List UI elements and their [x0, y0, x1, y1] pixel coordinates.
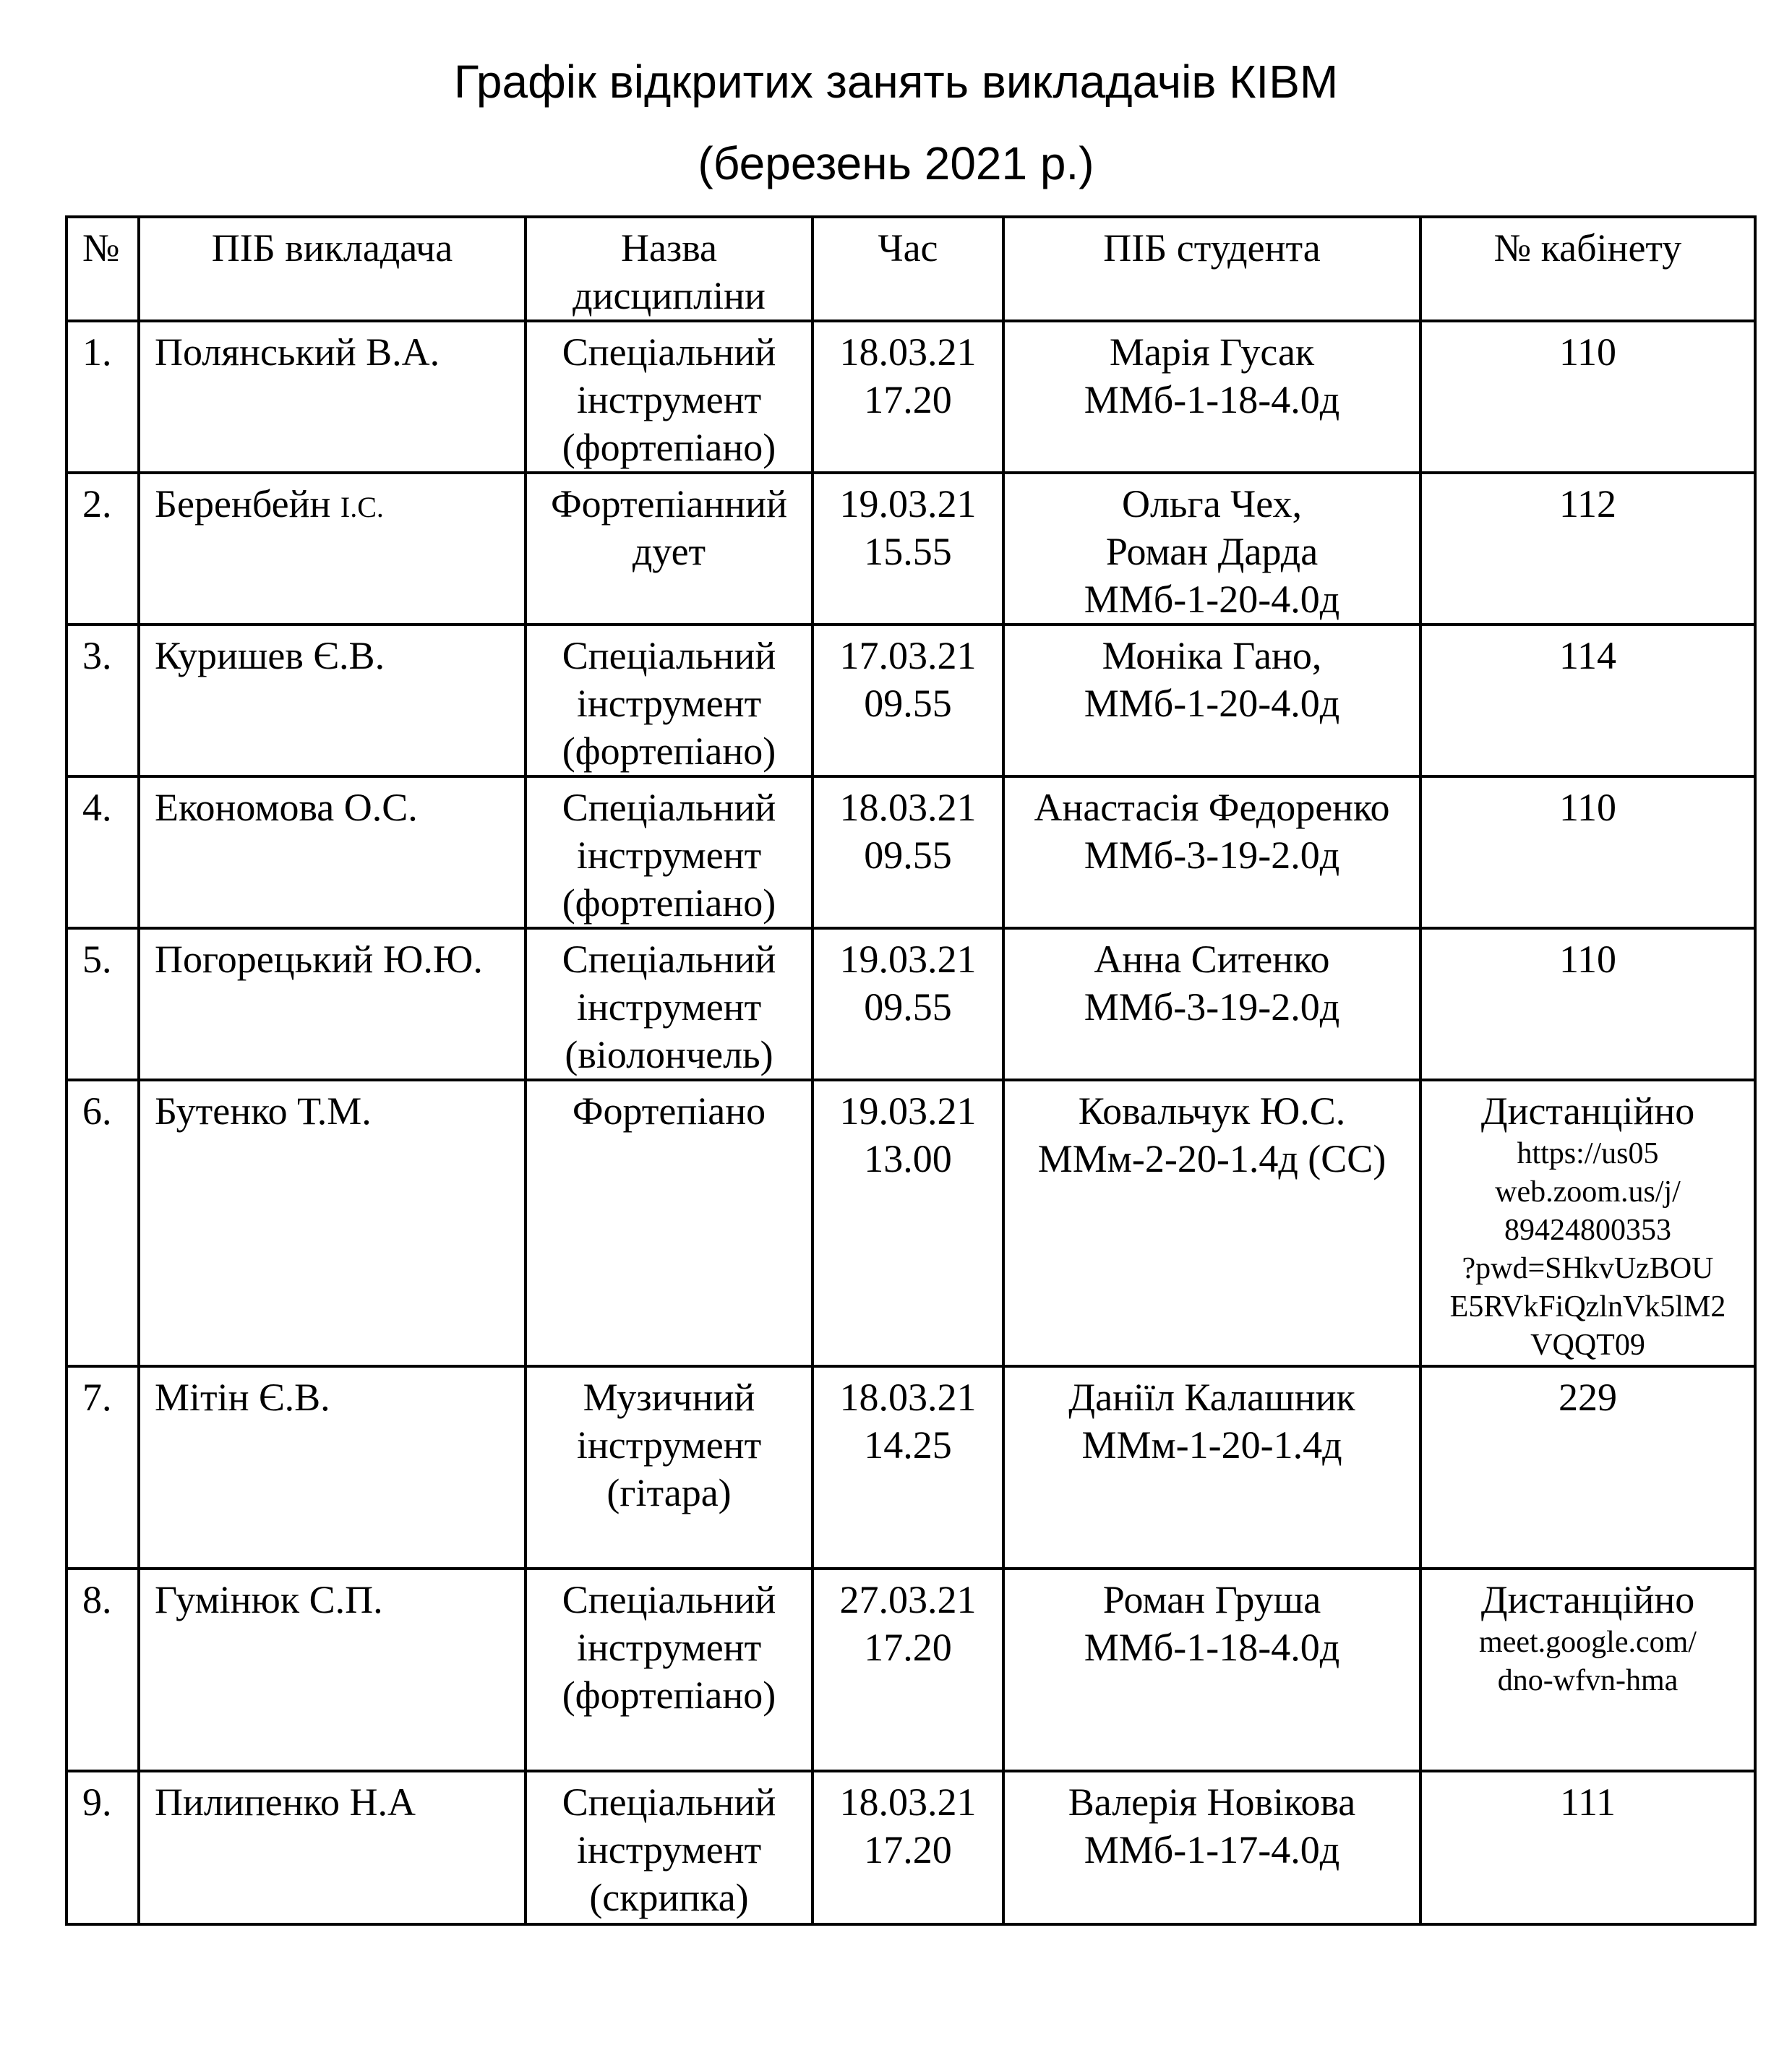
cell-student [1003, 473, 1420, 625]
discipline-line: Спеціальний [562, 330, 776, 374]
cell-time [813, 473, 1003, 625]
student-line: Роман Груша [1102, 1578, 1321, 1621]
time-line: 17.03.21 [839, 634, 977, 677]
student-line: ММб-1-18-4.0д [1084, 378, 1340, 421]
time-line: 18.03.21 [839, 786, 977, 829]
meeting-link[interactable]: 89424800353 [1504, 1214, 1671, 1247]
header-student: ПІБ студента [1003, 217, 1420, 321]
teacher-name: Пилипенко Н.А [155, 1780, 416, 1824]
cell-teacher [139, 928, 526, 1080]
cell-student [1003, 928, 1420, 1080]
cell-number: 5. [67, 928, 139, 1080]
table-row [67, 1080, 1755, 1366]
table-row [67, 473, 1755, 625]
student-line: ММб-3-19-2.0д [1084, 833, 1340, 877]
cell-room: 110 [1420, 321, 1755, 473]
cell-discipline [526, 473, 813, 625]
cell-room: 229 [1420, 1366, 1755, 1569]
student-line: ММб-3-19-2.0д [1084, 985, 1340, 1029]
discipline-line: Спеціальний [562, 938, 776, 981]
teacher-name: Економова О.С. [155, 786, 418, 829]
discipline-line: (фортепіано) [562, 1673, 776, 1717]
time-line: 18.03.21 [839, 1780, 977, 1824]
cell-room: 111 [1420, 1771, 1755, 1924]
time-line: 09.55 [864, 985, 952, 1029]
meeting-link[interactable]: web.zoom.us/j/ [1495, 1175, 1681, 1209]
table-header-row [67, 217, 1755, 321]
page-title: Графік відкритих занять викладачів КІВМ [453, 56, 1339, 108]
time-line: 19.03.21 [839, 482, 977, 526]
cell-student [1003, 1080, 1420, 1366]
student-line: Ольга Чех, [1121, 482, 1303, 526]
student-line: ММм-1-20-1.4д [1081, 1423, 1342, 1467]
discipline-line: (фортепіано) [562, 881, 776, 925]
cell-number: 6. [67, 1080, 139, 1366]
time-line: 13.00 [864, 1137, 952, 1180]
teacher-name: Гумінюк С.П. [155, 1578, 383, 1621]
teacher-name: Полянський В.А. [155, 330, 440, 374]
cell-teacher [139, 1569, 526, 1771]
time-line: 27.03.21 [839, 1578, 977, 1621]
time-line: 19.03.21 [839, 1089, 977, 1133]
teacher-name: Мітін Є.В. [155, 1376, 330, 1419]
cell-student [1003, 1771, 1420, 1924]
student-line: ММм-2-20-1.4д (СС) [1037, 1137, 1386, 1180]
discipline-line: (гітара) [606, 1471, 732, 1514]
cell-discipline [526, 928, 813, 1080]
table-row [67, 321, 1755, 473]
discipline-line: інструмент [576, 682, 762, 725]
cell-time [813, 1080, 1003, 1366]
discipline-line: Фортепіанний [551, 482, 787, 526]
meeting-link[interactable]: https://us05 [1517, 1137, 1659, 1170]
cell-teacher [139, 1771, 526, 1924]
cell-time [813, 625, 1003, 776]
student-line: ММб-1-18-4.0д [1084, 1626, 1340, 1669]
header-number: № [67, 217, 139, 321]
table-row [67, 625, 1755, 776]
cell-teacher [139, 776, 526, 928]
meeting-link[interactable]: dno-wfvn-hma [1497, 1664, 1679, 1697]
time-line: 19.03.21 [839, 938, 977, 981]
cell-discipline [526, 1366, 813, 1569]
time-line: 18.03.21 [839, 1376, 977, 1419]
discipline-line: (фортепіано) [562, 426, 776, 469]
cell-time [813, 928, 1003, 1080]
discipline-line: Фортепіано [572, 1089, 766, 1133]
time-line: 09.55 [864, 682, 952, 725]
cell-teacher [139, 473, 526, 625]
cell-room: 110 [1420, 928, 1755, 1080]
cell-room: 110 [1420, 776, 1755, 928]
discipline-line: (фортепіано) [562, 729, 776, 773]
student-line: ММб-1-20-4.0д [1084, 682, 1340, 725]
remote-label: Дистанційно [1480, 1578, 1695, 1621]
teacher-name: Беренбейн [155, 482, 331, 526]
discipline-line: (віолончель) [565, 1033, 773, 1076]
cell-time [813, 1366, 1003, 1569]
student-line: Анна Ситенко [1094, 938, 1330, 981]
cell-number: 7. [67, 1366, 139, 1569]
discipline-line: інструмент [576, 1423, 762, 1467]
cell-number: 3. [67, 625, 139, 776]
time-line: 14.25 [864, 1423, 952, 1467]
cell-discipline [526, 321, 813, 473]
table-row [67, 1569, 1755, 1771]
cell-number: 2. [67, 473, 139, 625]
time-line: 17.20 [864, 378, 952, 421]
student-line: Марія Гусак [1109, 330, 1315, 374]
discipline-line: Спеціальний [562, 1578, 776, 1621]
table-body [67, 321, 1755, 1924]
teacher-name: Погорецький Ю.Ю. [155, 938, 483, 981]
cell-teacher [139, 1080, 526, 1366]
table-row [67, 1366, 1755, 1569]
cell-room: 114 [1420, 625, 1755, 776]
cell-room [1420, 1569, 1755, 1771]
student-line: Анастасія Федоренко [1034, 786, 1390, 829]
cell-time [813, 1569, 1003, 1771]
time-line: 17.20 [864, 1626, 952, 1669]
discipline-line: дует [632, 530, 706, 573]
student-line: ММб-1-20-4.0д [1084, 578, 1340, 621]
cell-discipline [526, 1771, 813, 1924]
header-room: № кабінету [1420, 217, 1755, 321]
cell-student [1003, 321, 1420, 473]
cell-room: 112 [1420, 473, 1755, 625]
cell-discipline [526, 625, 813, 776]
cell-discipline [526, 1080, 813, 1366]
cell-number: 4. [67, 776, 139, 928]
cell-number: 8. [67, 1569, 139, 1771]
discipline-line: (скрипка) [589, 1876, 749, 1919]
header-discipline: Назва дисципліни [526, 217, 813, 321]
discipline-line: Спеціальний [562, 786, 776, 829]
cell-time [813, 321, 1003, 473]
table-row [67, 776, 1755, 928]
time-line: 17.20 [864, 1828, 952, 1872]
student-line: Моніка Гано, [1102, 634, 1322, 677]
table-row [67, 1771, 1755, 1924]
header-teacher: ПІБ викладача [139, 217, 526, 321]
cell-number: 9. [67, 1771, 139, 1924]
cell-room [1420, 1080, 1755, 1366]
time-line: 18.03.21 [839, 330, 977, 374]
page-subtitle: (березень 2021 р.) [698, 137, 1094, 189]
meeting-link[interactable]: VQQT09 [1530, 1329, 1645, 1362]
time-line: 09.55 [864, 833, 952, 877]
meeting-link[interactable]: E5RVkFiQzlnVk5lM2 [1449, 1290, 1726, 1324]
discipline-line: Спеціальний [562, 634, 776, 677]
discipline-line: інструмент [576, 985, 762, 1029]
header-time: Час [813, 217, 1003, 321]
student-line: Роман Дарда [1105, 530, 1319, 573]
meeting-link[interactable]: meet.google.com/ [1479, 1626, 1697, 1659]
cell-teacher [139, 625, 526, 776]
teacher-name: Куришев Є.В. [155, 634, 385, 677]
cell-teacher [139, 1366, 526, 1569]
student-line: ММб-1-17-4.0д [1084, 1828, 1340, 1872]
discipline-line: інструмент [576, 833, 762, 877]
table-row [67, 928, 1755, 1080]
teacher-initials: І.С. [340, 491, 384, 523]
teacher-name: Бутенко Т.М. [155, 1089, 372, 1133]
cell-time [813, 1771, 1003, 1924]
cell-student [1003, 1569, 1420, 1771]
cell-discipline [526, 1569, 813, 1771]
student-line: Валерія Новікова [1068, 1780, 1356, 1824]
remote-label: Дистанційно [1480, 1089, 1695, 1133]
discipline-line: Спеціальний [562, 1780, 776, 1824]
meeting-link[interactable]: ?pwd=SHkvUzBOU [1462, 1252, 1714, 1285]
discipline-line: інструмент [576, 378, 762, 421]
student-line: Ковальчук Ю.С. [1078, 1089, 1346, 1133]
cell-discipline [526, 776, 813, 928]
cell-student [1003, 625, 1420, 776]
schedule-table [65, 215, 1757, 1926]
cell-student [1003, 776, 1420, 928]
cell-number: 1. [67, 321, 139, 473]
discipline-line: інструмент [576, 1828, 762, 1872]
discipline-line: Музичний [583, 1376, 755, 1419]
discipline-line: інструмент [576, 1626, 762, 1669]
student-line: Даніїл Калашник [1068, 1376, 1355, 1419]
cell-student [1003, 1366, 1420, 1569]
cell-teacher [139, 321, 526, 473]
time-line: 15.55 [864, 530, 952, 573]
cell-time [813, 776, 1003, 928]
